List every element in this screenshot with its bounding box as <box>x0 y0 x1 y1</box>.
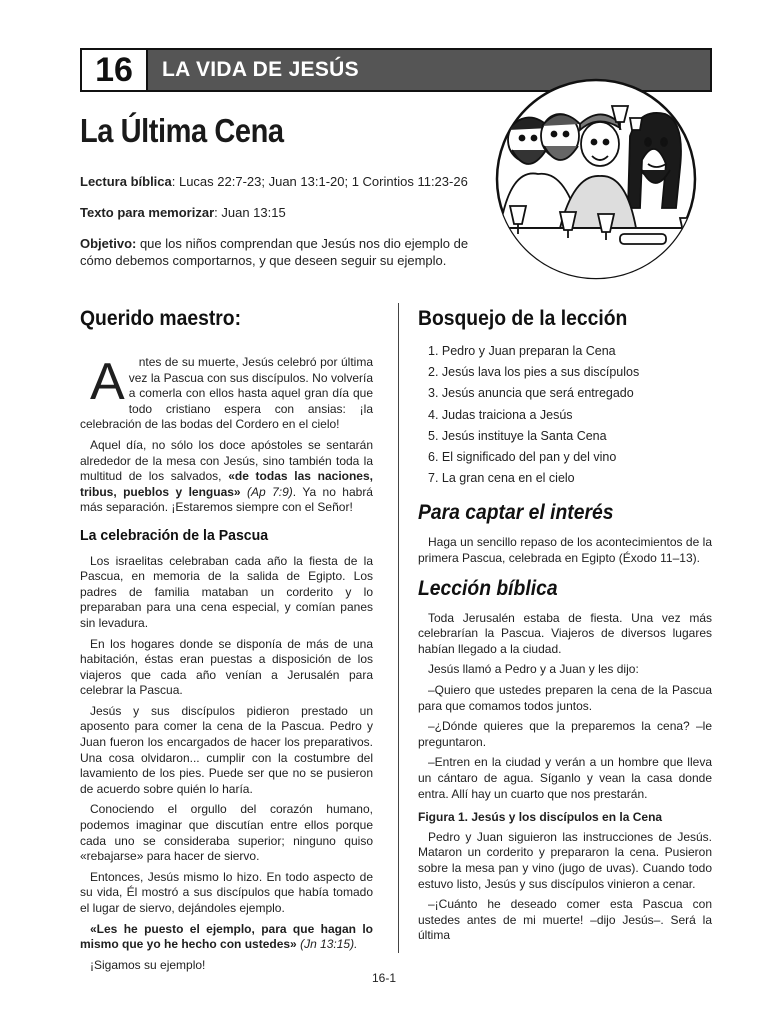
page-title: La Última Cena <box>80 112 284 149</box>
intro-text: ntes de su muerte, Jesús celebró por última vez la Pascua con sus discípulos. No volvería a comerla con ellos hasta aquel gran día que todo cristiano espera con ansias: ¡la celebración de las bodas del Cordero en el cielo! <box>80 355 373 432</box>
lesson-paragraph-2: Jesús llamó a Pedro y a Juan y les dijo: <box>428 662 639 677</box>
drop-cap: A <box>90 353 125 411</box>
lesson-paragraph-5: –Entren en la ciudad y verán a un hombre que lleva un cántaro de agua. Síganlo y vean la casa donde entra. Allí hay un cuarto que nos prestarán. <box>418 755 712 801</box>
paragraph-2 <box>80 438 373 516</box>
pascua-subheading: La celebración de la Pascua <box>80 526 269 544</box>
querido-maestro-heading: Querido maestro: <box>80 307 242 330</box>
lesson-paragraph-3: –Quiero que ustedes preparen la cena de la Pascua para que comamos todos juntos. <box>418 682 712 713</box>
outline-item: 5. Jesús instituye la Santa Cena <box>428 428 607 443</box>
column-divider <box>398 303 399 953</box>
lesson-outline <box>428 341 712 489</box>
texto-memorizar <box>80 204 470 221</box>
p2-text-a: Aquel día, no sólo los doce apóstoles se sentarán alrededor de la mesa con Jesús, sino también toda la multitud de los salvados, <box>80 437 373 484</box>
texto-label: Texto para memorizar <box>80 205 215 220</box>
paragraph-6: Conociendo el orgullo del corazón humano, podemos imaginar que discutían entre ellos porque cada uno se consideraba superior; ninguno quiso «rebajarse» para hacer de siervo. <box>80 802 373 864</box>
lesson-paragraph-1: Toda Jerusalén estaba de fiesta. Una vez más celebrarían la Pascua. Viajeros de diversos lugares habían llegado a la ciudad. <box>418 610 712 656</box>
paragraph-5: Jesús y sus discípulos pidieron prestado un aposento para comer la cena de la Pascua. Pedro y Juan fueron los encargados de hacer los preparativos. Una cosa olvidaron... cumplir con la costumbre del lavamiento de los pies. Puede ser que no se pusieron de acuerdo sobre quién lo haría. <box>80 703 373 796</box>
lectura-biblica <box>80 173 470 190</box>
p2-bold: «de todas las naciones, tribus, pueblos y lenguas» <box>80 469 373 499</box>
objetivo <box>80 235 472 269</box>
quote-ref: (Jn 13:15). <box>296 937 358 952</box>
lectura-label: Lectura bíblica <box>80 174 172 189</box>
outline-item: 4. Judas traiciona a Jesús <box>428 407 573 422</box>
outline-item: 7. La gran cena en el cielo <box>428 471 575 486</box>
p2-text-b: . Ya no habrá más separación. ¡Estaremos siempre con el Señor! <box>80 484 373 515</box>
intro-paragraph <box>80 355 373 433</box>
interest-heading: Para captar el interés <box>418 501 614 525</box>
lesson-number: 16 <box>82 50 148 90</box>
lesson-paragraph-7: –¡Cuánto he deseado comer esta Pascua con ustedes antes de mi muerte! –dijo Jesús–. Será la última <box>418 897 712 943</box>
closing-line: ¡Sigamos su ejemplo! <box>90 957 206 972</box>
lesson-paragraph-4: –¿Dónde quieres que la preparemos la cena? –le preguntaron. <box>418 719 712 749</box>
objetivo-value: que los niños comprendan que Jesús nos dio ejemplo de cómo debemos comportarnos, y que deseen seguir su ejemplo. <box>80 236 469 268</box>
interest-paragraph: Haga un sencillo repaso de los acontecimientos de la primera Pascua, celebrada en Egipto (Éxodo 11–13). <box>418 535 712 566</box>
page-number: 16-1 <box>371 971 397 985</box>
quote-text: «Les he puesto el ejemplo, para que hagan lo mismo que yo he hecho con ustedes» <box>80 921 373 952</box>
biblical-lesson-heading: Lección bíblica <box>418 576 558 600</box>
outline-item: 6. El significado del pan y del vino <box>428 450 617 465</box>
last-supper-illustration <box>480 78 712 280</box>
outline-item: 1. Pedro y Juan preparan la Cena <box>428 344 616 358</box>
p2-ref: (Ap 7:9) <box>240 484 293 499</box>
paragraph-7: Entonces, Jesús mismo lo hizo. En todo aspecto de su vida, Él mostró a sus discípulos que había tomado el lugar de siervo, dejándoles ejemplo. <box>80 869 373 915</box>
objetivo-label: Objetivo: <box>80 236 137 251</box>
memory-verse-quote <box>80 922 373 953</box>
paragraph-3: Los israelitas celebraban cada año la fiesta de la Pascua, en memoria de la salida de Egipto. Los padres de familia mataban un corderito y lo preparaban para una cena especial, y comían panes sin levadura. <box>80 553 373 630</box>
outline-item: 3. Jesús anuncia que será entregado <box>428 386 634 401</box>
right-column <box>418 305 712 949</box>
outline-heading: Bosquejo de la lección <box>418 307 628 330</box>
outline-item: 2. Jesús lava los pies a sus discípulos <box>428 365 640 380</box>
lesson-paragraph-6: Pedro y Juan siguieron las instrucciones de Jesús. Mataron un corderito y prepararon la cena. Pusieron sobre la mesa pan y vino (jugo de uvas). Cuando todo estuvo listo, Jesús y sus discípulos vinieron a cenar. <box>418 829 712 891</box>
series-title: LA VIDA DE JESÚS <box>162 58 359 81</box>
paragraph-4: En los hogares donde se disponía de más de una habitación, éstas eran puestas a disposición de los viajeros que cada año venían a Jerusalén para celebrar la Pascua. <box>80 636 373 698</box>
lectura-value: : Lucas 22:7-23; Juan 13:1-20; 1 Corintios 11:23-26 <box>171 174 468 189</box>
left-column <box>80 305 373 978</box>
texto-value: : Juan 13:15 <box>214 205 286 220</box>
figure-caption: Figura 1. Jesús y los discípulos en la Cena <box>418 810 663 825</box>
